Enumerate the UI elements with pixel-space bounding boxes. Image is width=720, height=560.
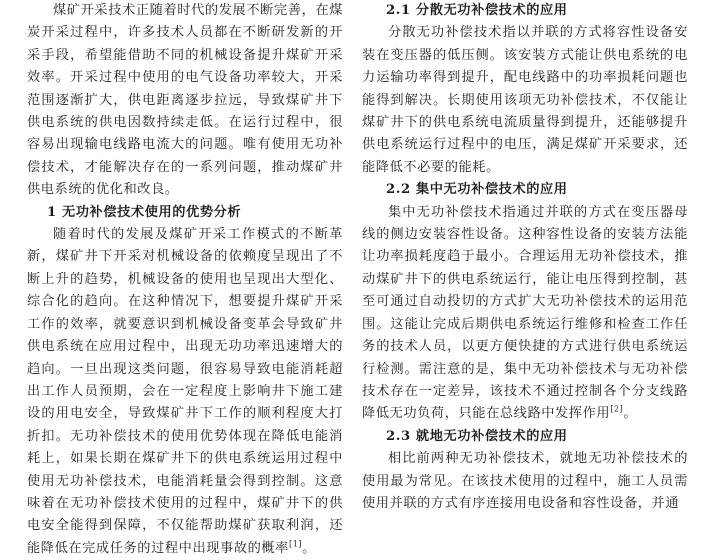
section-2-2-text: 集中无功补偿技术指通过并联的方式在变压器母线的侧边安装容性设备。这种容性设备的安装方法能让功率损耗度趋于最小。合理运用无功补偿技术，推动煤矿井下的供电系统运行，能让电压得到控制，甚至可通过自动投切的方式扩大无功补偿技术的运用范围。这能让完成后期供电系统运行维修和检查工作任务的技术人员，以更方便快捷的方式进行供电系统运行检测。需注意的是，集中无功补偿技术与无功补偿技术存在一定差异，该技术不通过控制各个分支线路降低无功负荷，只能在总线路中发挥作用	[362, 204, 688, 422]
section-heading-1: 1 无功补偿技术使用的优势分析	[47, 204, 242, 220]
right-column	[362, 0, 688, 515]
section-2-3-paragraph: 相比前两种无功补偿技术，就地无功补偿技术的使用最为常见。在该技术使用的过程中，施工人员需使用并联的方式有序连接用电设备和容性设备，并通	[362, 451, 688, 511]
section-1-end: 。	[302, 540, 316, 556]
section-heading-2-3: 2.3 就地无功补偿技术的应用	[386, 428, 568, 444]
section-1-paragraph	[27, 224, 343, 560]
left-column	[27, 0, 343, 560]
section-heading-2-2: 2.2 集中无功补偿技术的应用	[386, 182, 568, 198]
section-2-1-paragraph: 分散无功补偿技术指以并联的方式将容性设备安装在变压器的低压侧。该安装方式能让供电系统的电力运输功率得到提升，配电线路中的功率损耗问题也能得到解决。长期使用该项无功补偿技术，不仅能让煤矿井下的供电系统电流质量得到提升，还能够提升供电系统运行过程中的电压，满足煤矿开采要求，还能降低不必要的能耗。	[362, 25, 688, 175]
section-heading-2-1: 2.1 分散无功补偿技术的应用	[386, 3, 568, 18]
citation-ref-1[interactable]: [1]	[288, 539, 303, 549]
citation-ref-2[interactable]: [2]	[610, 404, 624, 414]
intro-paragraph: 煤矿开采技术正随着时代的发展不断完善，在煤炭开采过程中，许多技术人员都在不断研发新的开采手段，希望能借助不同的机械设备提升煤矿开采效率。开采过程中使用的电气设备功率较大，开采范围逐渐扩大，供电距离逐步拉远，导致煤矿井下供电系统的供电因数持续走低。在运行过程中，很容易出现输电线路电流大的问题。唯有使用无功补偿技术，才能解决存在的一系列问题，推动煤矿井供电系统的优化和改良。	[27, 3, 343, 198]
section-1-text: 随着时代的发展及煤矿开采工作模式的不断革新，煤矿井下开采对机械设备的依赖度呈现出了不断上升的趋势，机械设备的使用也呈现出大型化、综合化的趋向。在这种情况下，想要提升煤矿开采工作的效率，就要意识到机械设备变革会导致矿井供电系统在应用过程中，出现无功功率迅速增大的趋向。一旦出现这类问题，很容易导致电能消耗超出工作人员预期，会在一定程度上影响井下施工建设的用电安全，导致煤矿井下工作的顺利程度大打折扣。无功补偿技术的使用优势体现在降低电能消耗上，如果长期在煤矿井下的供电系统运用过程中使用无功补偿技术，电能消耗量会得到控制。这意味着在无功补偿技术使用的过程中，煤矿井下的供电安全能得到保障，不仅能帮助煤矿获取利润，还能降低在完成任务的过程中出现事故的概率	[27, 227, 343, 556]
section-2-2-end: 。	[623, 406, 638, 422]
section-2-2-paragraph	[362, 202, 688, 426]
